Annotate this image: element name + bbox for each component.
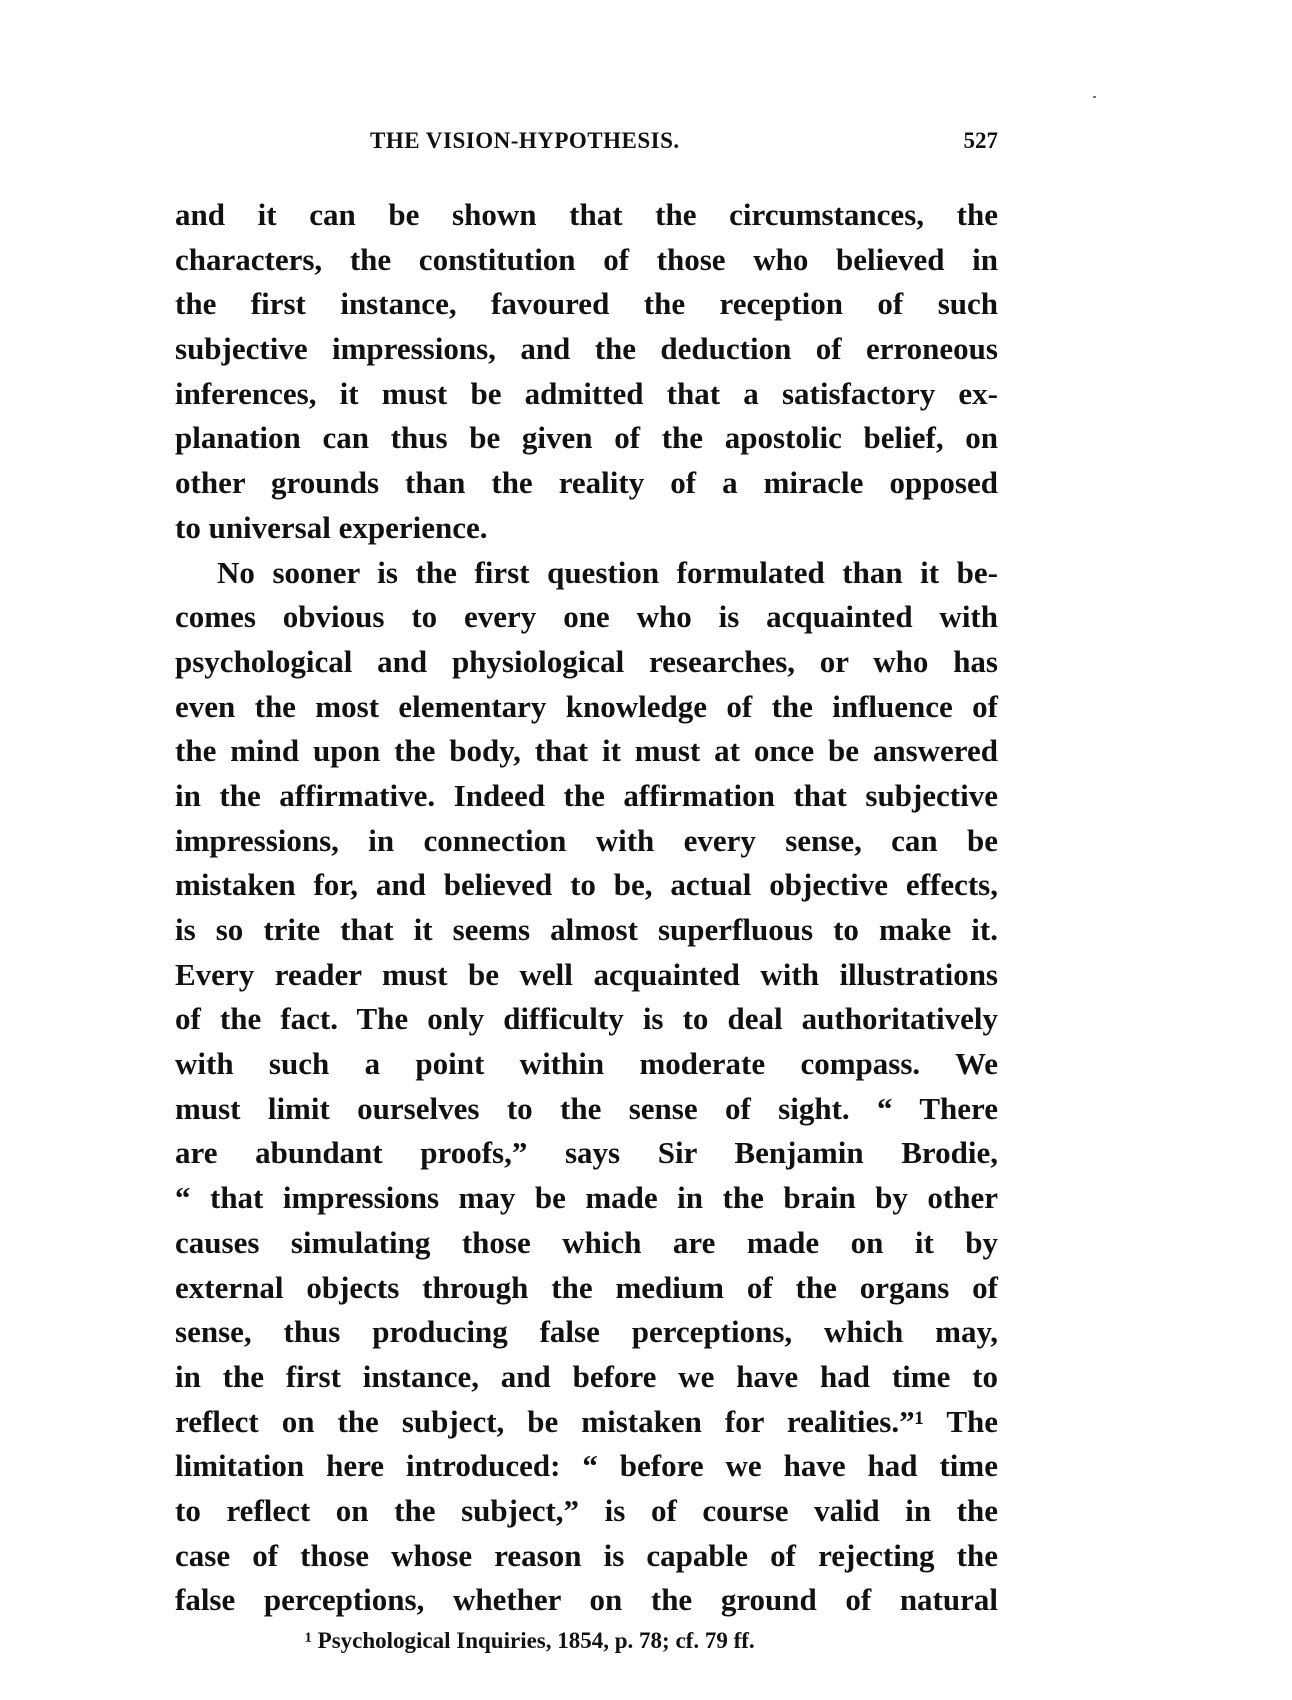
- text-line-content: must limit ourselves to the sense of sight. “ There: [175, 1090, 998, 1126]
- text-line: [175, 238, 998, 283]
- text-line: [175, 372, 998, 417]
- text-line-content: Every reader must be well acquainted with illustrations: [175, 956, 998, 992]
- text-line-content: even the most elementary knowledge of the influence of: [175, 688, 998, 724]
- text-line: [175, 1266, 998, 1311]
- text-line-content: to universal experience.: [175, 509, 488, 545]
- paragraph: [175, 193, 998, 551]
- text-line: [175, 551, 998, 596]
- text-line: [175, 1310, 998, 1355]
- text-line-content: causes simulating those which are made on it by: [175, 1224, 998, 1260]
- page-number: 527: [963, 128, 998, 153]
- text-line: [175, 1355, 998, 1400]
- text-line-content: to reflect on the subject,” is of course valid in the: [175, 1492, 998, 1528]
- text-line-content: characters, the constitution of those who believed in: [175, 241, 998, 277]
- scan-speck: [1093, 96, 1096, 98]
- text-line-content: of the fact. The only difficulty is to deal authoritatively: [175, 1001, 998, 1037]
- text-line: [175, 685, 998, 730]
- text-line: [175, 953, 998, 998]
- text-line: [175, 863, 998, 908]
- text-line-content: is so trite that it seems almost superfluous to make it.: [175, 912, 998, 947]
- text-line: [175, 1087, 998, 1132]
- text-line-content: and it can be shown that the circumstances, the: [175, 197, 998, 232]
- text-line: [175, 416, 998, 461]
- text-line-content: case of those whose reason is capable of rejecting the: [175, 1537, 998, 1573]
- text-line: [175, 1534, 998, 1579]
- text-line: [175, 193, 998, 238]
- text-line-content: sense, thus producing false perceptions, which may,: [175, 1314, 998, 1350]
- text-line: [175, 1042, 998, 1087]
- text-line-content: impressions, in connection with every sense, can be: [175, 822, 998, 858]
- text-line-content: limitation here introduced: “ before we have had time: [175, 1448, 998, 1484]
- text-line: [175, 819, 998, 864]
- text-line-content: reflect on the subject, be mistaken for realities.”¹ The: [175, 1403, 998, 1439]
- text-line-content: false perceptions, whether on the ground of natural: [175, 1582, 998, 1618]
- text-line: [175, 506, 998, 551]
- text-line: [175, 282, 998, 327]
- text-line: [175, 1221, 998, 1266]
- text-line: [175, 595, 998, 640]
- text-line: [175, 729, 998, 774]
- text-line: [175, 908, 998, 953]
- text-line-content: No sooner is the first question formulated than it be-: [217, 554, 998, 590]
- page-header: [175, 128, 998, 164]
- text-line-content: in the first instance, and before we have had time to: [175, 1358, 998, 1394]
- text-line: [175, 1489, 998, 1534]
- text-line: [175, 1131, 998, 1176]
- text-line-content: inferences, it must be admitted that a satisfactory ex-: [175, 375, 998, 411]
- text-line: [175, 774, 998, 819]
- text-line-content: the first instance, favoured the reception of such: [175, 286, 998, 322]
- text-line: [175, 1578, 998, 1623]
- text-line-content: “ that impressions may be made in the brain by other: [175, 1180, 998, 1216]
- text-line: [175, 461, 998, 506]
- text-line-content: planation can thus be given of the apostolic belief, on: [175, 420, 998, 456]
- text-line-content: comes obvious to every one who is acquainted with: [175, 599, 998, 635]
- text-line: [175, 1400, 998, 1445]
- text-line: [175, 1176, 998, 1221]
- text-line: [175, 997, 998, 1042]
- text-line-content: with such a point within moderate compass. We: [175, 1046, 998, 1082]
- text-line: [175, 1444, 998, 1489]
- text-line: [175, 327, 998, 372]
- text-line-content: in the affirmative. Indeed the affirmation that subjective: [175, 777, 998, 813]
- text-line-content: other grounds than the reality of a miracle opposed: [175, 465, 998, 501]
- text-line-content: the mind upon the body, that it must at once be answered: [175, 733, 998, 769]
- footnote: ¹ Psychological Inquiries, 1854, p. 78; cf. 79 ff.: [305, 1628, 755, 1653]
- running-title: THE VISION-HYPOTHESIS.: [370, 128, 680, 153]
- body-text: [175, 193, 998, 1623]
- paragraph: [175, 551, 998, 1624]
- text-line: [175, 640, 998, 685]
- text-line-content: mistaken for, and believed to be, actual objective effects,: [175, 867, 998, 903]
- text-line-content: external objects through the medium of the organs of: [175, 1269, 998, 1305]
- text-line-content: are abundant proofs,” says Sir Benjamin Brodie,: [175, 1135, 998, 1171]
- text-line-content: subjective impressions, and the deduction of erroneous: [175, 331, 998, 367]
- text-line-content: psychological and physiological researches, or who has: [175, 643, 998, 679]
